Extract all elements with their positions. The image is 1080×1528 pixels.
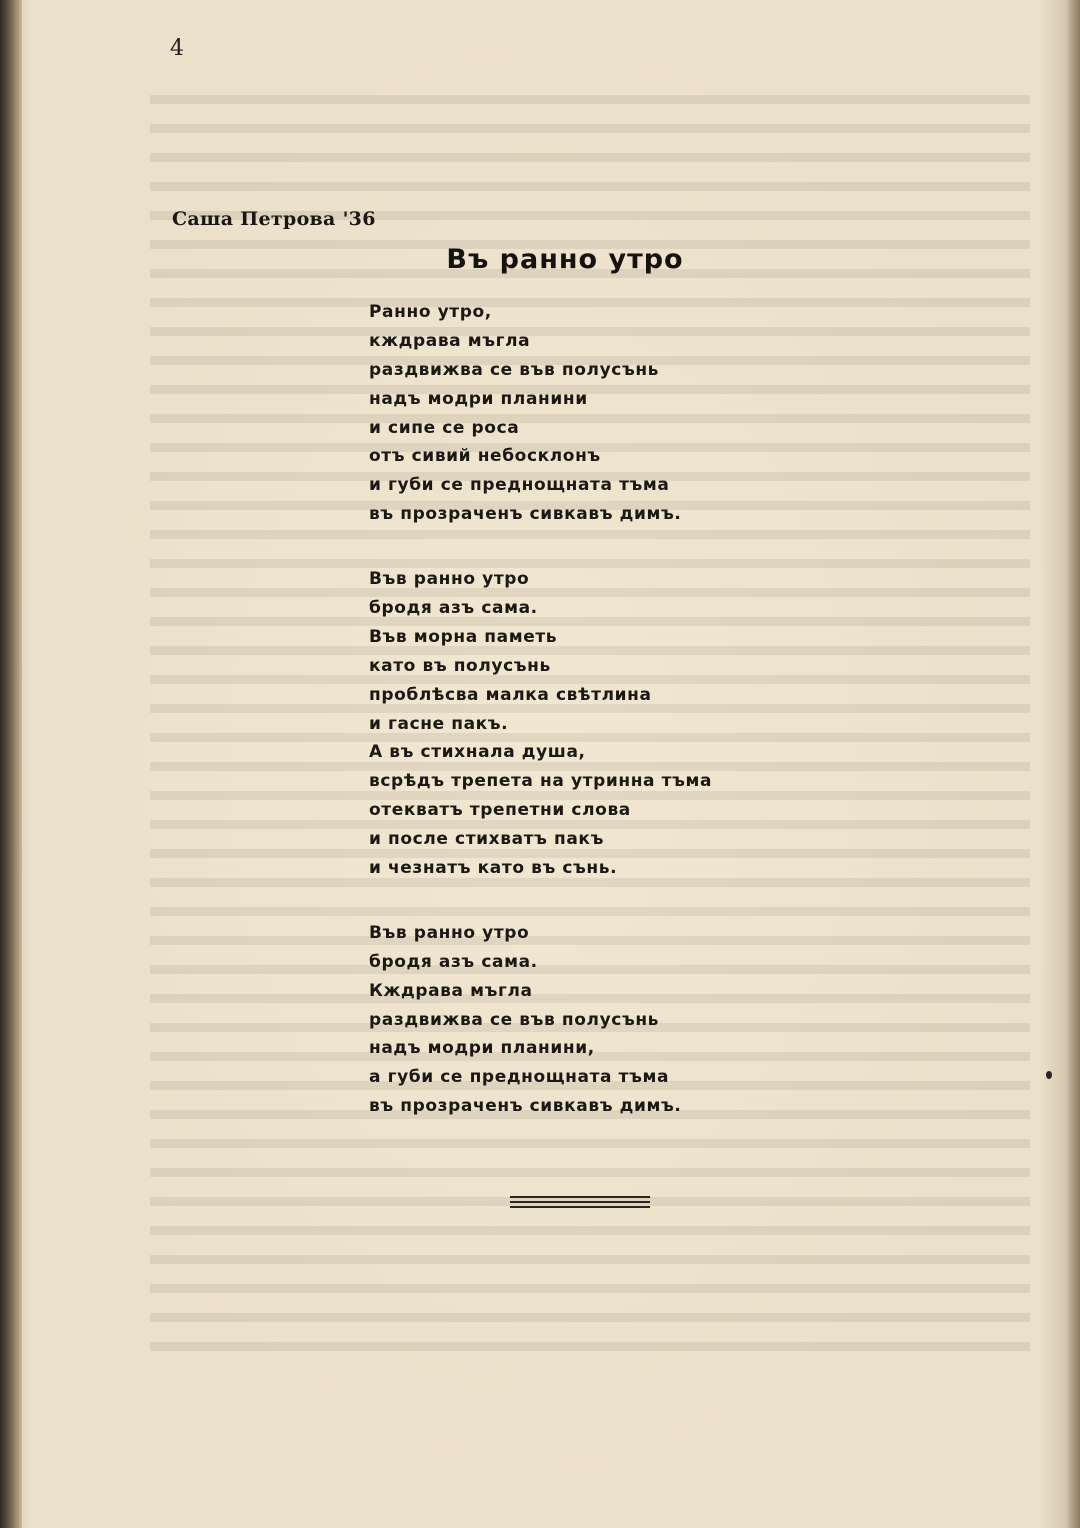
poem-line: проблѣсва малка свѣтлина [369, 684, 652, 705]
book-spine [0, 0, 22, 1528]
section-divider-ornament [510, 1196, 650, 1214]
poem-line: и сипе се роса [369, 417, 520, 438]
poem-line: Ранно утро, [369, 302, 492, 322]
poem-line: всрѣдъ трепета на утринна тъма [369, 771, 713, 792]
poem-line: и чезнатъ като въ сънь. [369, 858, 618, 879]
binding-hole-dot [1046, 1071, 1052, 1079]
poem-line: и губи се преднощната тъма [369, 475, 670, 496]
poem-line: надъ модри планини, [369, 1038, 595, 1059]
stanza-3 [369, 919, 829, 1121]
poem-line: Във ранно утро [369, 569, 530, 590]
author-byline: Саша Петрова '36 [172, 208, 376, 230]
poem-line: А въ стихнала душа, [369, 742, 586, 763]
poem-line: надъ модри планини [369, 388, 588, 409]
poem-line: Във морна паметь [369, 626, 558, 647]
poem-line: и гасне пакъ. [369, 713, 509, 734]
stanza-2 [369, 565, 829, 883]
poem-line: раздвижва се във полусънь [369, 359, 660, 380]
poem-line: въ прозраченъ сивкавъ димъ. [369, 1096, 682, 1117]
poem-line: отъ сивий небосклонъ [369, 446, 601, 467]
poem-line: бродя азъ сама. [369, 598, 538, 619]
page-edge-shadow [1066, 0, 1080, 1528]
poem-line: като въ полусънь [369, 655, 551, 676]
page-number: 4 [170, 36, 184, 61]
poem-line: отекватъ трепетни слова [369, 800, 631, 821]
poem-body [369, 298, 829, 1157]
poem-line: въ прозраченъ сивкавъ димъ. [369, 504, 682, 525]
poem-line: раздвижва се във полусънь [369, 1009, 660, 1030]
stanza-1 [369, 298, 829, 529]
poem-line: кждрава мъгла [369, 330, 531, 351]
poem-line: а губи се преднощната тъма [369, 1067, 670, 1088]
poem-title: Въ ранно утро [446, 244, 684, 275]
poem-line: бродя азъ сама. [369, 951, 538, 972]
poem-line: Във ранно утро [369, 922, 530, 943]
poem-line: и после стихватъ пакъ [369, 829, 604, 850]
poem-line: Кждрава мъгла [369, 980, 533, 1001]
